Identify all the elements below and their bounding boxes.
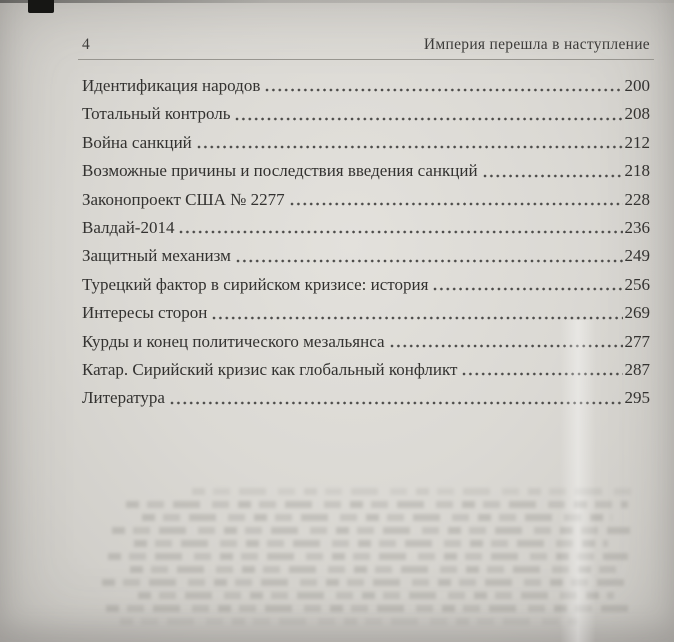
toc-entry xyxy=(82,214,650,242)
toc-entry-page: 269 xyxy=(624,303,650,323)
toc-dot-leader xyxy=(290,186,623,214)
toc-entry-title: Идентификация народов xyxy=(82,75,261,95)
toc-entry xyxy=(82,299,650,327)
toc-entry-title: Интересы сторон xyxy=(82,303,208,323)
toc-dot-leader xyxy=(170,384,623,412)
toc-entry-page: 228 xyxy=(624,189,650,209)
toc-entry-page: 200 xyxy=(624,75,650,95)
toc-entry-title: Законопроект США № 2277 xyxy=(82,189,285,209)
toc-dot-leader xyxy=(462,356,622,384)
toc-entry xyxy=(82,129,650,157)
toc-entry xyxy=(82,100,650,128)
toc-entry-page: 249 xyxy=(624,246,650,266)
page-number: 4 xyxy=(82,36,91,53)
toc-entry-page: 256 xyxy=(624,274,650,294)
toc-entry-title: Валдай-2014 xyxy=(82,217,175,237)
toc-entry-page: 236 xyxy=(624,217,650,237)
toc-entry xyxy=(82,72,650,100)
table-of-contents xyxy=(82,72,650,413)
scan-corner-mark xyxy=(28,0,54,13)
toc-dot-leader xyxy=(390,328,623,356)
toc-entry-title: Курды и конец политического мезальянса xyxy=(82,331,385,351)
toc-entry-title: Литература xyxy=(82,388,165,408)
toc-entry-page: 208 xyxy=(624,104,650,124)
toc-entry xyxy=(82,384,650,412)
reverse-page-show-through xyxy=(72,482,638,625)
toc-dot-leader xyxy=(433,271,622,299)
toc-entry-title: Тотальный контроль xyxy=(82,104,231,124)
header-rule xyxy=(78,59,654,60)
toc-entry-title: Защитный механизм xyxy=(82,246,231,266)
toc-dot-leader xyxy=(236,242,623,270)
toc-entry xyxy=(82,186,650,214)
toc-entry-page: 277 xyxy=(624,331,650,351)
toc-dot-leader xyxy=(179,214,622,242)
toc-dot-leader xyxy=(265,72,622,100)
toc-entry xyxy=(82,157,650,185)
toc-dot-leader xyxy=(483,157,623,185)
toc-entry-title: Катар. Сирийский кризис как глобальный конфликт xyxy=(82,359,458,379)
running-title: Империя перешла в наступление xyxy=(423,36,650,53)
toc-entry-page: 212 xyxy=(624,132,650,152)
toc-entry xyxy=(82,242,650,270)
toc-entry xyxy=(82,271,650,299)
toc-entry-title: Возможные причины и последствия введения санкций xyxy=(82,161,478,181)
toc-entry xyxy=(82,328,650,356)
toc-dot-leader xyxy=(197,129,623,157)
toc-dot-leader xyxy=(235,100,622,128)
toc-entry-page: 287 xyxy=(624,359,650,379)
toc-entry xyxy=(82,356,650,384)
toc-entry-title: Турецкий фактор в сирийском кризисе: история xyxy=(82,274,429,294)
toc-entry-title: Война санкций xyxy=(82,132,192,152)
toc-dot-leader xyxy=(212,299,622,327)
toc-entry-page: 295 xyxy=(624,388,650,408)
photo-top-edge xyxy=(0,0,674,3)
toc-entry-page: 218 xyxy=(624,161,650,181)
page-header xyxy=(82,36,650,54)
